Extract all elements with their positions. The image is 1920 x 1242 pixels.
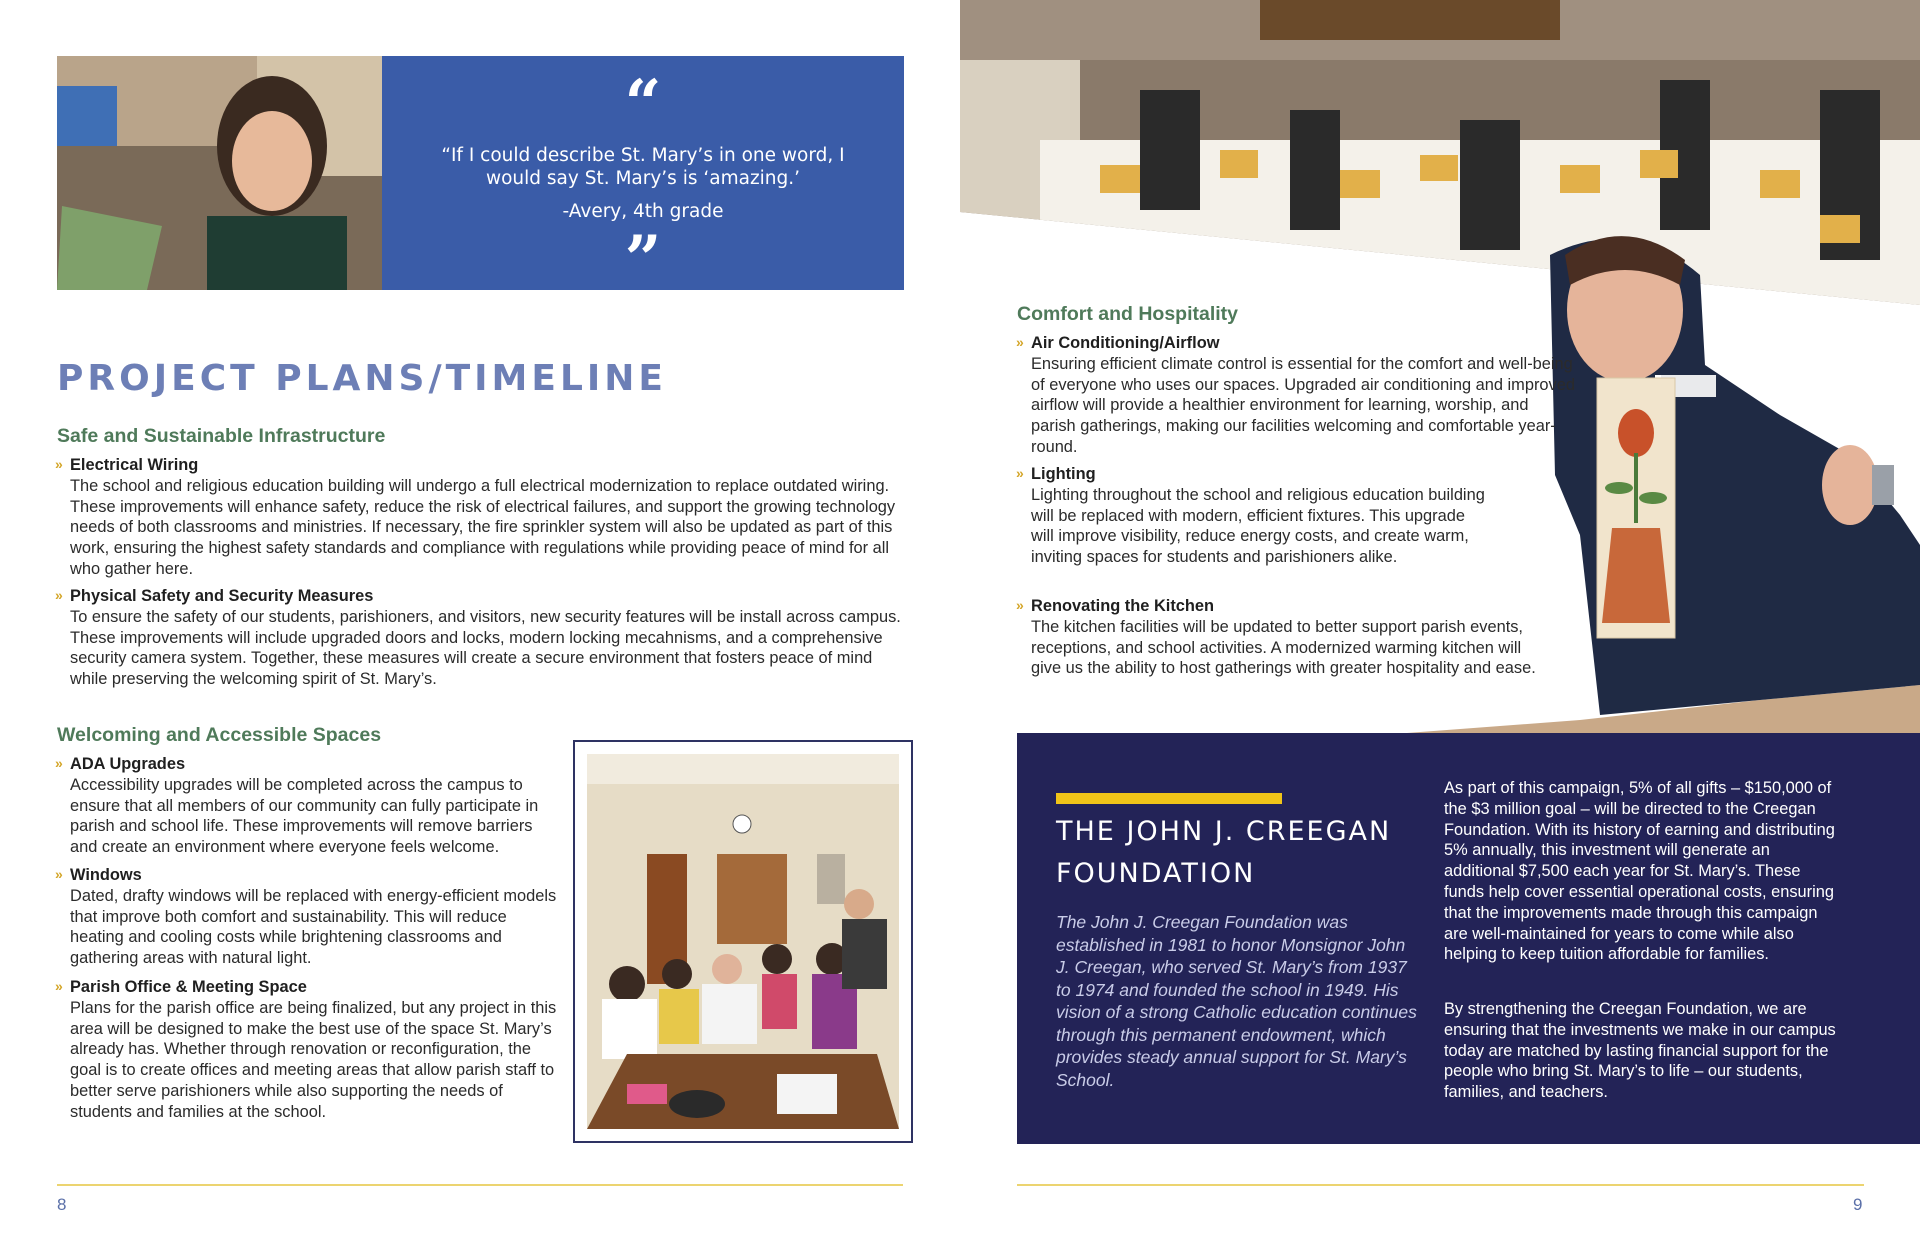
list-item <box>1031 333 1576 458</box>
foundation-paragraph-2: By strengthening the Creegan Foundation, we are ensuring that the investments we make in our campus today are matched by lasting financial support for the people who bring St. Mary’s to life – our students, families, and teachers. <box>1444 1000 1836 1102</box>
student-photo <box>57 56 382 290</box>
list-item <box>70 754 560 858</box>
list-item <box>70 865 560 969</box>
list-item <box>1031 464 1491 568</box>
footer-rule-right <box>1017 1184 1864 1186</box>
item-heading: » ADA Upgrades <box>70 754 560 775</box>
item-heading: » Parish Office & Meeting Space <box>70 977 560 998</box>
item-heading: » Renovating the Kitchen <box>1031 596 1536 617</box>
item-heading: » Windows <box>70 865 560 886</box>
section-title-safe: Safe and Sustainable Infrastructure <box>57 425 386 447</box>
section-title-comfort: Comfort and Hospitality <box>1017 303 1239 325</box>
page-title: PROJECT PLANS/TIMELINE <box>57 358 668 399</box>
item-heading: » Air Conditioning/Airflow <box>1031 333 1576 354</box>
footer-rule-left <box>57 1184 903 1186</box>
item-heading: » Physical Safety and Security Measures <box>70 586 910 607</box>
foundation-intro: The John J. Creegan Foundation was established in 1981 to honor Monsignor John J. Creegan, who served St. Mary’s from 1937 to 1974 and founded the school in 1949. His vision of a strong Catholic education continues through this permanent endowment, which provides steady annual support for St. Mary’s School. <box>1056 912 1417 1090</box>
foundation-panel <box>1017 733 1920 1144</box>
open-quote-icon: “ <box>624 66 662 141</box>
item-body: The kitchen facilities will be updated to better support parish events, receptions, and school activities. A modernized warming kitchen will give us the ability to host gatherings with greater hospitality and ease. <box>1031 617 1536 678</box>
foundation-paragraph-1: As part of this campaign, 5% of all gifts – $150,000 of the $3 million goal – will be directed to the Creegan Foundation. With its history of earning and distributing 5% annually, this investment will generate an additional $7,500 each year for St. Mary’s. These funds help cover essential operational costs, ensuring that the improvements made through this campaign are well-maintained for years to come while also helping to keep tuition affordable for families. <box>1444 779 1835 964</box>
item-heading: » Lighting <box>1031 464 1491 485</box>
item-body: Lighting throughout the school and religious education building will be replaced with modern, efficient fixtures. This upgrade will improve visibility, reduce energy costs, and create warm, inviting spaces for students and parishioners alike. <box>1031 485 1485 567</box>
list-item <box>1031 596 1536 679</box>
quote-text: “If I could describe St. Mary’s in one word, I would say St. Mary’s is ‘amazing.’ <box>441 145 845 189</box>
item-heading: » Electrical Wiring <box>70 455 910 476</box>
page-number-left: 8 <box>57 1195 67 1214</box>
item-body: Dated, drafty windows will be replaced with energy-efficient models that improve both comfort and sustainability. This will reduce heating and cooling costs while brightening classrooms and gathering areas with natural light. <box>70 886 557 968</box>
quote-attribution: -Avery, 4th grade <box>562 201 724 222</box>
close-quote-icon: ” <box>624 222 662 297</box>
meeting-photo-frame <box>573 740 913 1143</box>
item-body: To ensure the safety of our students, parishioners, and visitors, new security features will be install across campus. These improvements will include upgraded doors and locks, modern locking mecahnisms, and a comprehensive security camera system. Together, these measures will create a secure environment that fosters peace of mind while preserving the welcoming spirit of St. Mary’s. <box>70 607 901 689</box>
list-item <box>70 455 910 580</box>
meeting-photo <box>587 754 899 1129</box>
section-title-welcoming: Welcoming and Accessible Spaces <box>57 724 382 746</box>
item-body: Ensuring efficient climate control is essential for the comfort and well-being of everyone who uses our spaces. Upgraded air conditioning and improved airflow will provide a healthier environment for learning, worship, and parish gatherings, making our facilities welcoming and comfortable year-round. <box>1031 354 1575 456</box>
accent-bar <box>1056 793 1282 804</box>
item-body: Plans for the parish office are being finalized, but any project in this area will be designed to make the best use of the space St. Mary’s already has. Whether through renovation or reconfiguration, the goal is to create offices and meeting areas that allow parish staff to better serve parishioners while also supporting the needs of students and families at the school. <box>70 998 557 1121</box>
list-item <box>70 977 560 1123</box>
quote-block <box>382 56 904 297</box>
item-body: Accessibility upgrades will be completed across the campus to ensure that all members of our community can fully participate in parish and school life. These improvements will remove barriers and create an environment where everyone feels welcome. <box>70 775 539 857</box>
foundation-title: THE JOHN J. CREEGAN FOUNDATION <box>1056 816 1392 889</box>
page-number-right: 9 <box>1853 1195 1863 1214</box>
item-body: The school and religious education building will undergo a full electrical modernization to replace outdated wiring. These improvements will enhance safety, reduce the risk of electrical failures, and support the growing technology needs of both classrooms and ministries. If necessary, the fire sprinkler system will also be updated as part of this work, ensuring the highest safety standards and compliance with regulations while providing peace of mind for all who gather here. <box>70 476 896 578</box>
list-item <box>70 586 910 690</box>
